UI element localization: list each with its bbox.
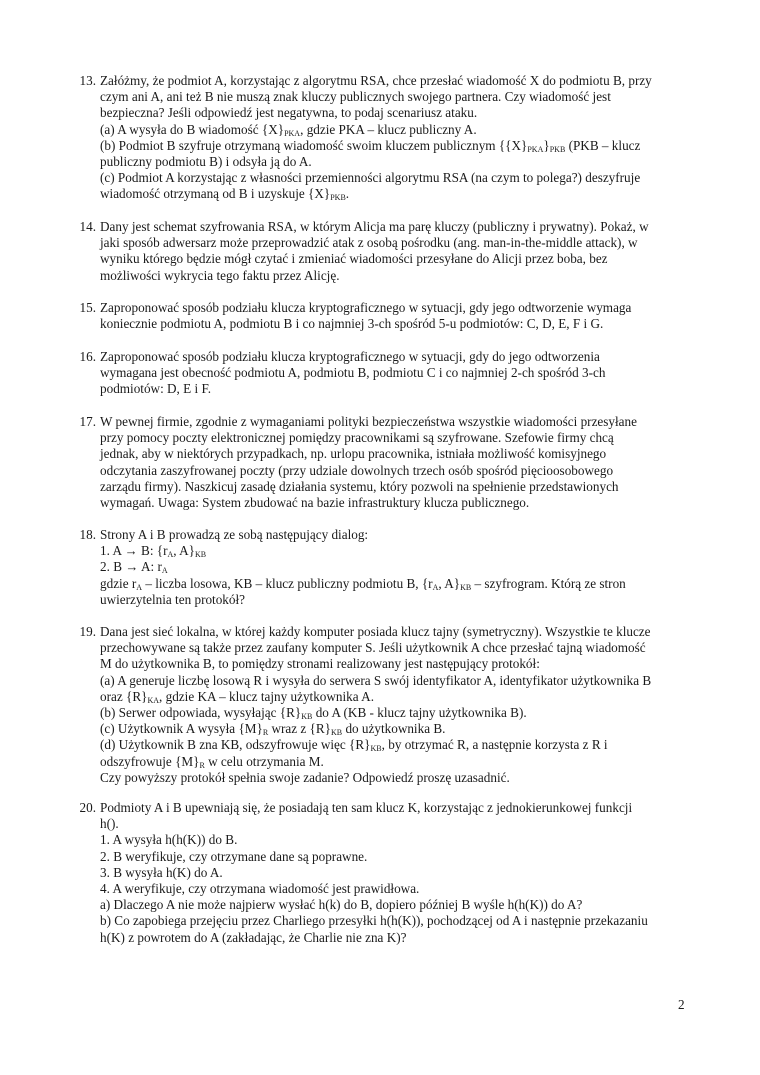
- text-segment: (b) Podmiot B szyfruje otrzymaną wiadomość swoim kluczem publicznym {{X}: [100, 137, 528, 153]
- subscript: KB: [301, 712, 313, 722]
- text-line: [100, 721, 686, 737]
- text-line: [100, 832, 686, 848]
- text-segment: publiczny podmiotu B) i odsyła ją do A.: [100, 154, 312, 170]
- text-line: [100, 897, 686, 913]
- text-line: [100, 865, 686, 881]
- problem-text: [100, 800, 686, 946]
- text-line: [100, 349, 686, 365]
- text-line: [100, 186, 686, 202]
- text-segment: (c) Użytkownik A wysyła {M}: [100, 721, 263, 737]
- text-line: [100, 737, 686, 753]
- text-line: [100, 414, 686, 430]
- text-line: [100, 463, 686, 479]
- page-number: 2: [678, 997, 685, 1012]
- text-line: [100, 268, 686, 284]
- text-segment: a) Dlaczego A nie może najpierw wysłać h(k) do B, dopiero później B wyśle h(h(K)) do A?: [100, 897, 583, 913]
- text-segment: gdzie r: [100, 575, 137, 591]
- text-segment: wyniku którego będzie mógł czytać i zmieniać wiadomości przesyłane do Alicji przez boba, bez: [100, 251, 608, 267]
- text-line: [100, 89, 686, 105]
- problem-number: 13.: [79, 73, 96, 88]
- subscript: KB: [370, 744, 382, 754]
- text-segment: (a) A generuje liczbę losową R i wysyła do serwera S swój identyfikator A, identyfikator użytkownika B: [100, 672, 652, 688]
- text-segment: wraz z {R}: [268, 721, 332, 737]
- text-line: [100, 316, 686, 332]
- text-segment: zarządu firmy). Naszkicuj zasadę działania systemu, który pozwoli na spełnienie przedstawionych: [100, 478, 619, 494]
- text-segment: Strony A i B prowadzą ze sobą następujący dialog:: [100, 527, 369, 542]
- subscript: R: [262, 728, 269, 738]
- problem-number: 16.: [79, 349, 96, 364]
- text-line: [100, 930, 686, 946]
- subscript: R: [199, 760, 205, 770]
- problem-number: 19.: [79, 624, 96, 639]
- text-segment: 3. B wysyła h(K) do A.: [100, 864, 223, 880]
- subscript: PKB: [330, 193, 346, 203]
- text-line: [100, 122, 686, 138]
- text-segment: Dany jest schemat szyfrowania RSA, w którym Alicja ma parę kluczy (publiczny i prywatny). Pokaż, w: [100, 219, 649, 234]
- text-segment: 1. A wysyła h(h(K)) do B.: [100, 832, 238, 848]
- text-line: [100, 816, 686, 832]
- text-segment: b) Co zapobiega przejęciu przez Charliego przesyłki h(h(K)), pochodzącej od A i następnie przekazaniu: [100, 913, 648, 929]
- text-line: [100, 527, 686, 543]
- text-segment: (d) Użytkownik B zna KB, odszyfrowuje więc {R}: [100, 737, 371, 753]
- text-segment: do użytkownika B.: [342, 721, 446, 737]
- text-segment: wymagana jest obecność podmiotu A, podmiotu B, podmiotu C i co najmniej 2-ch spośród 3-ch: [100, 365, 606, 381]
- problem-text: [100, 300, 686, 332]
- text-line: [100, 592, 686, 608]
- text-segment: wymagań. Uwaga: System zbudować na bazie infrastruktury klucza publicznego.: [100, 495, 530, 511]
- text-segment: Podmioty A i B upewniają się, że posiadają ten sam klucz K, korzystając z jednokierunkowej funkcji: [100, 800, 633, 815]
- text-line: [100, 381, 686, 397]
- text-segment: W pewnej firmie, zgodnie z wymaganiami polityki bezpieczeństwa wszystkie wiadomości przesyłane: [100, 414, 637, 429]
- text-segment: jaki sposób adwersarz może przeprowadzić atak z osobą pośrodku (ang. man-in-the-middle attack), w: [100, 235, 638, 251]
- text-line: [100, 170, 686, 186]
- text-segment: 4. A weryfikuje, czy otrzymana wiadomość jest prawidłowa.: [100, 881, 420, 897]
- subscript: KB: [195, 550, 207, 560]
- text-line: [100, 543, 686, 559]
- subscript: PKA: [527, 144, 544, 154]
- text-line: [100, 365, 686, 381]
- text-line: [100, 300, 686, 316]
- text-segment: M do użytkownika B, to pomiędzy stronami realizowany jest następujący protokół:: [100, 656, 540, 672]
- problem-number: 18.: [79, 527, 96, 542]
- problem-text: [100, 414, 686, 511]
- text-line: [100, 576, 686, 592]
- text-segment: możliwości wykrycia tego faktu przez Alicję.: [100, 267, 340, 283]
- text-segment: , A}: [438, 575, 461, 591]
- subscript: A: [167, 550, 174, 560]
- problem-number: 20.: [79, 800, 96, 815]
- text-line: [100, 673, 686, 689]
- text-segment: (b) Serwer odpowiada, wysyłając {R}: [100, 705, 302, 721]
- subscript: A: [136, 582, 143, 592]
- problem-item: [74, 527, 686, 608]
- text-segment: , by otrzymać R, a następnie korzysta z R i: [381, 737, 608, 753]
- text-line: [100, 251, 686, 267]
- text-line: [100, 154, 686, 170]
- text-segment: Dana jest sieć lokalna, w której każdy komputer posiada klucz tajny (symetryczny). Wszystkie te klucze: [100, 624, 651, 639]
- problem-number: 17.: [79, 414, 96, 429]
- subscript: A: [161, 566, 168, 576]
- text-segment: 1. A → B: {r: [100, 543, 168, 559]
- text-segment: czym ani A, ani też B nie muszą znak kluczy publicznych swojego partnera. Czy wiadomość jest: [100, 89, 611, 105]
- text-line: [100, 430, 686, 446]
- problem-item: [74, 414, 686, 511]
- text-segment: 2. B weryfikuje, czy otrzymane dane są poprawne.: [100, 848, 368, 864]
- text-segment: – liczba losowa, KB – klucz publiczny podmiotu B, {r: [142, 575, 433, 591]
- text-segment: Zaproponować sposób podziału klucza kryptograficznego w sytuacji, gdy do jego odtworzenia: [100, 349, 600, 364]
- text-line: [100, 754, 686, 770]
- problem-item: [74, 349, 686, 398]
- text-segment: }: [543, 137, 550, 153]
- text-line: [100, 495, 686, 511]
- text-segment: (PKB – klucz: [565, 137, 641, 153]
- text-segment: (c) Podmiot A korzystając z własności przemienności algorytmu RSA (na czym to polega?) deszyfruje: [100, 170, 641, 186]
- text-line: [100, 881, 686, 897]
- problem-number: 15.: [79, 300, 96, 315]
- text-segment: podmiotów: D, E i F.: [100, 381, 212, 397]
- text-line: [100, 705, 686, 721]
- problem-text: [100, 349, 686, 398]
- subscript: PKA: [284, 128, 301, 138]
- text-line: [100, 559, 686, 575]
- text-line: [100, 105, 686, 121]
- subscript: KB: [331, 728, 343, 738]
- text-segment: , gdzie KA – klucz tajny użytkownika A.: [159, 688, 375, 704]
- text-segment: h().: [100, 816, 119, 832]
- text-line: [100, 624, 686, 640]
- text-line: [100, 640, 686, 656]
- problem-item: [74, 73, 686, 203]
- text-segment: wiadomość otrzymaną od B i uzyskuje {X}: [100, 186, 331, 202]
- text-segment: jednak, aby w niektórych przypadkach, np. urlopu pracownika, istniała możliwość komisyjnego: [100, 446, 607, 462]
- text-line: [100, 689, 686, 705]
- text-segment: Zaproponować sposób podziału klucza kryptograficznego w sytuacji, gdy jego odtworzenie wymaga: [100, 300, 632, 315]
- subscript: KB: [460, 582, 472, 592]
- text-line: [100, 800, 686, 816]
- text-line: [100, 656, 686, 672]
- subscript: PKB: [549, 144, 566, 154]
- text-segment: w celu otrzymania M.: [204, 753, 324, 769]
- text-segment: (a) A wysyła do B wiadomość {X}: [100, 121, 285, 137]
- text-line: [100, 849, 686, 865]
- text-segment: przechowywane są także przez zaufany komputer S. Jeśli użytkownik A chce przesłać tajną wiadomość: [100, 640, 646, 656]
- text-line: [100, 479, 686, 495]
- text-segment: odczytania zaszyfrowanej poczty (przy udziale dowolnych trzech osób spośród pięcioosobowego: [100, 462, 614, 478]
- text-segment: 2. B → A: r: [100, 559, 162, 575]
- text-segment: h(K) z powrotem do A (zakładając, że Charlie nie zna K)?: [100, 929, 407, 945]
- text-segment: przy pomocy poczty elektronicznej pomiędzy pracownikami są szyfrowane. Szefowie firmy chcą: [100, 430, 614, 446]
- problem-item: [74, 219, 686, 284]
- text-segment: Załóżmy, że podmiot A, korzystając z algorytmu RSA, chce przesłać wiadomość X do podmiotu B, przy: [100, 73, 652, 88]
- subscript: A: [432, 582, 439, 592]
- text-segment: koniecznie podmiotu A, podmiotu B i co najmniej 3-ch spośród 5-u podmiotów: C, D, E, F i G.: [100, 316, 604, 332]
- text-segment: bezpieczna? Jeśli odpowiedź jest negatywna, to podaj scenariusz ataku.: [100, 105, 478, 121]
- problem-text: [100, 624, 686, 786]
- problem-text: [100, 527, 686, 608]
- text-line: [100, 913, 686, 929]
- text-line: [100, 138, 686, 154]
- problem-text: [100, 219, 686, 284]
- text-line: [100, 219, 686, 235]
- text-segment: , A}: [173, 543, 196, 559]
- text-segment: do A (KB - klucz tajny użytkownika B).: [312, 705, 527, 721]
- text-segment: – szyfrogram. Którą ze stron: [471, 575, 626, 591]
- text-segment: , gdzie PKA – klucz publiczny A.: [300, 121, 477, 137]
- problem-item: [74, 300, 686, 332]
- problem-item: [74, 624, 686, 786]
- text-line: [100, 770, 686, 786]
- problem-item: [74, 800, 686, 946]
- text-segment: Czy powyższy protokół spełnia swoje zadanie? Odpowiedź proszę uzasadnić.: [100, 769, 510, 785]
- subscript: KA: [147, 695, 160, 705]
- text-segment: oraz {R}: [100, 688, 148, 704]
- problem-text: [100, 73, 686, 203]
- problem-number: 14.: [79, 219, 96, 234]
- text-segment: uwierzytelnia ten protokół?: [100, 591, 246, 607]
- text-line: [100, 235, 686, 251]
- text-line: [100, 446, 686, 462]
- text-segment: .: [345, 186, 350, 202]
- text-segment: odszyfrowuje {M}: [100, 753, 200, 769]
- text-line: [100, 73, 686, 89]
